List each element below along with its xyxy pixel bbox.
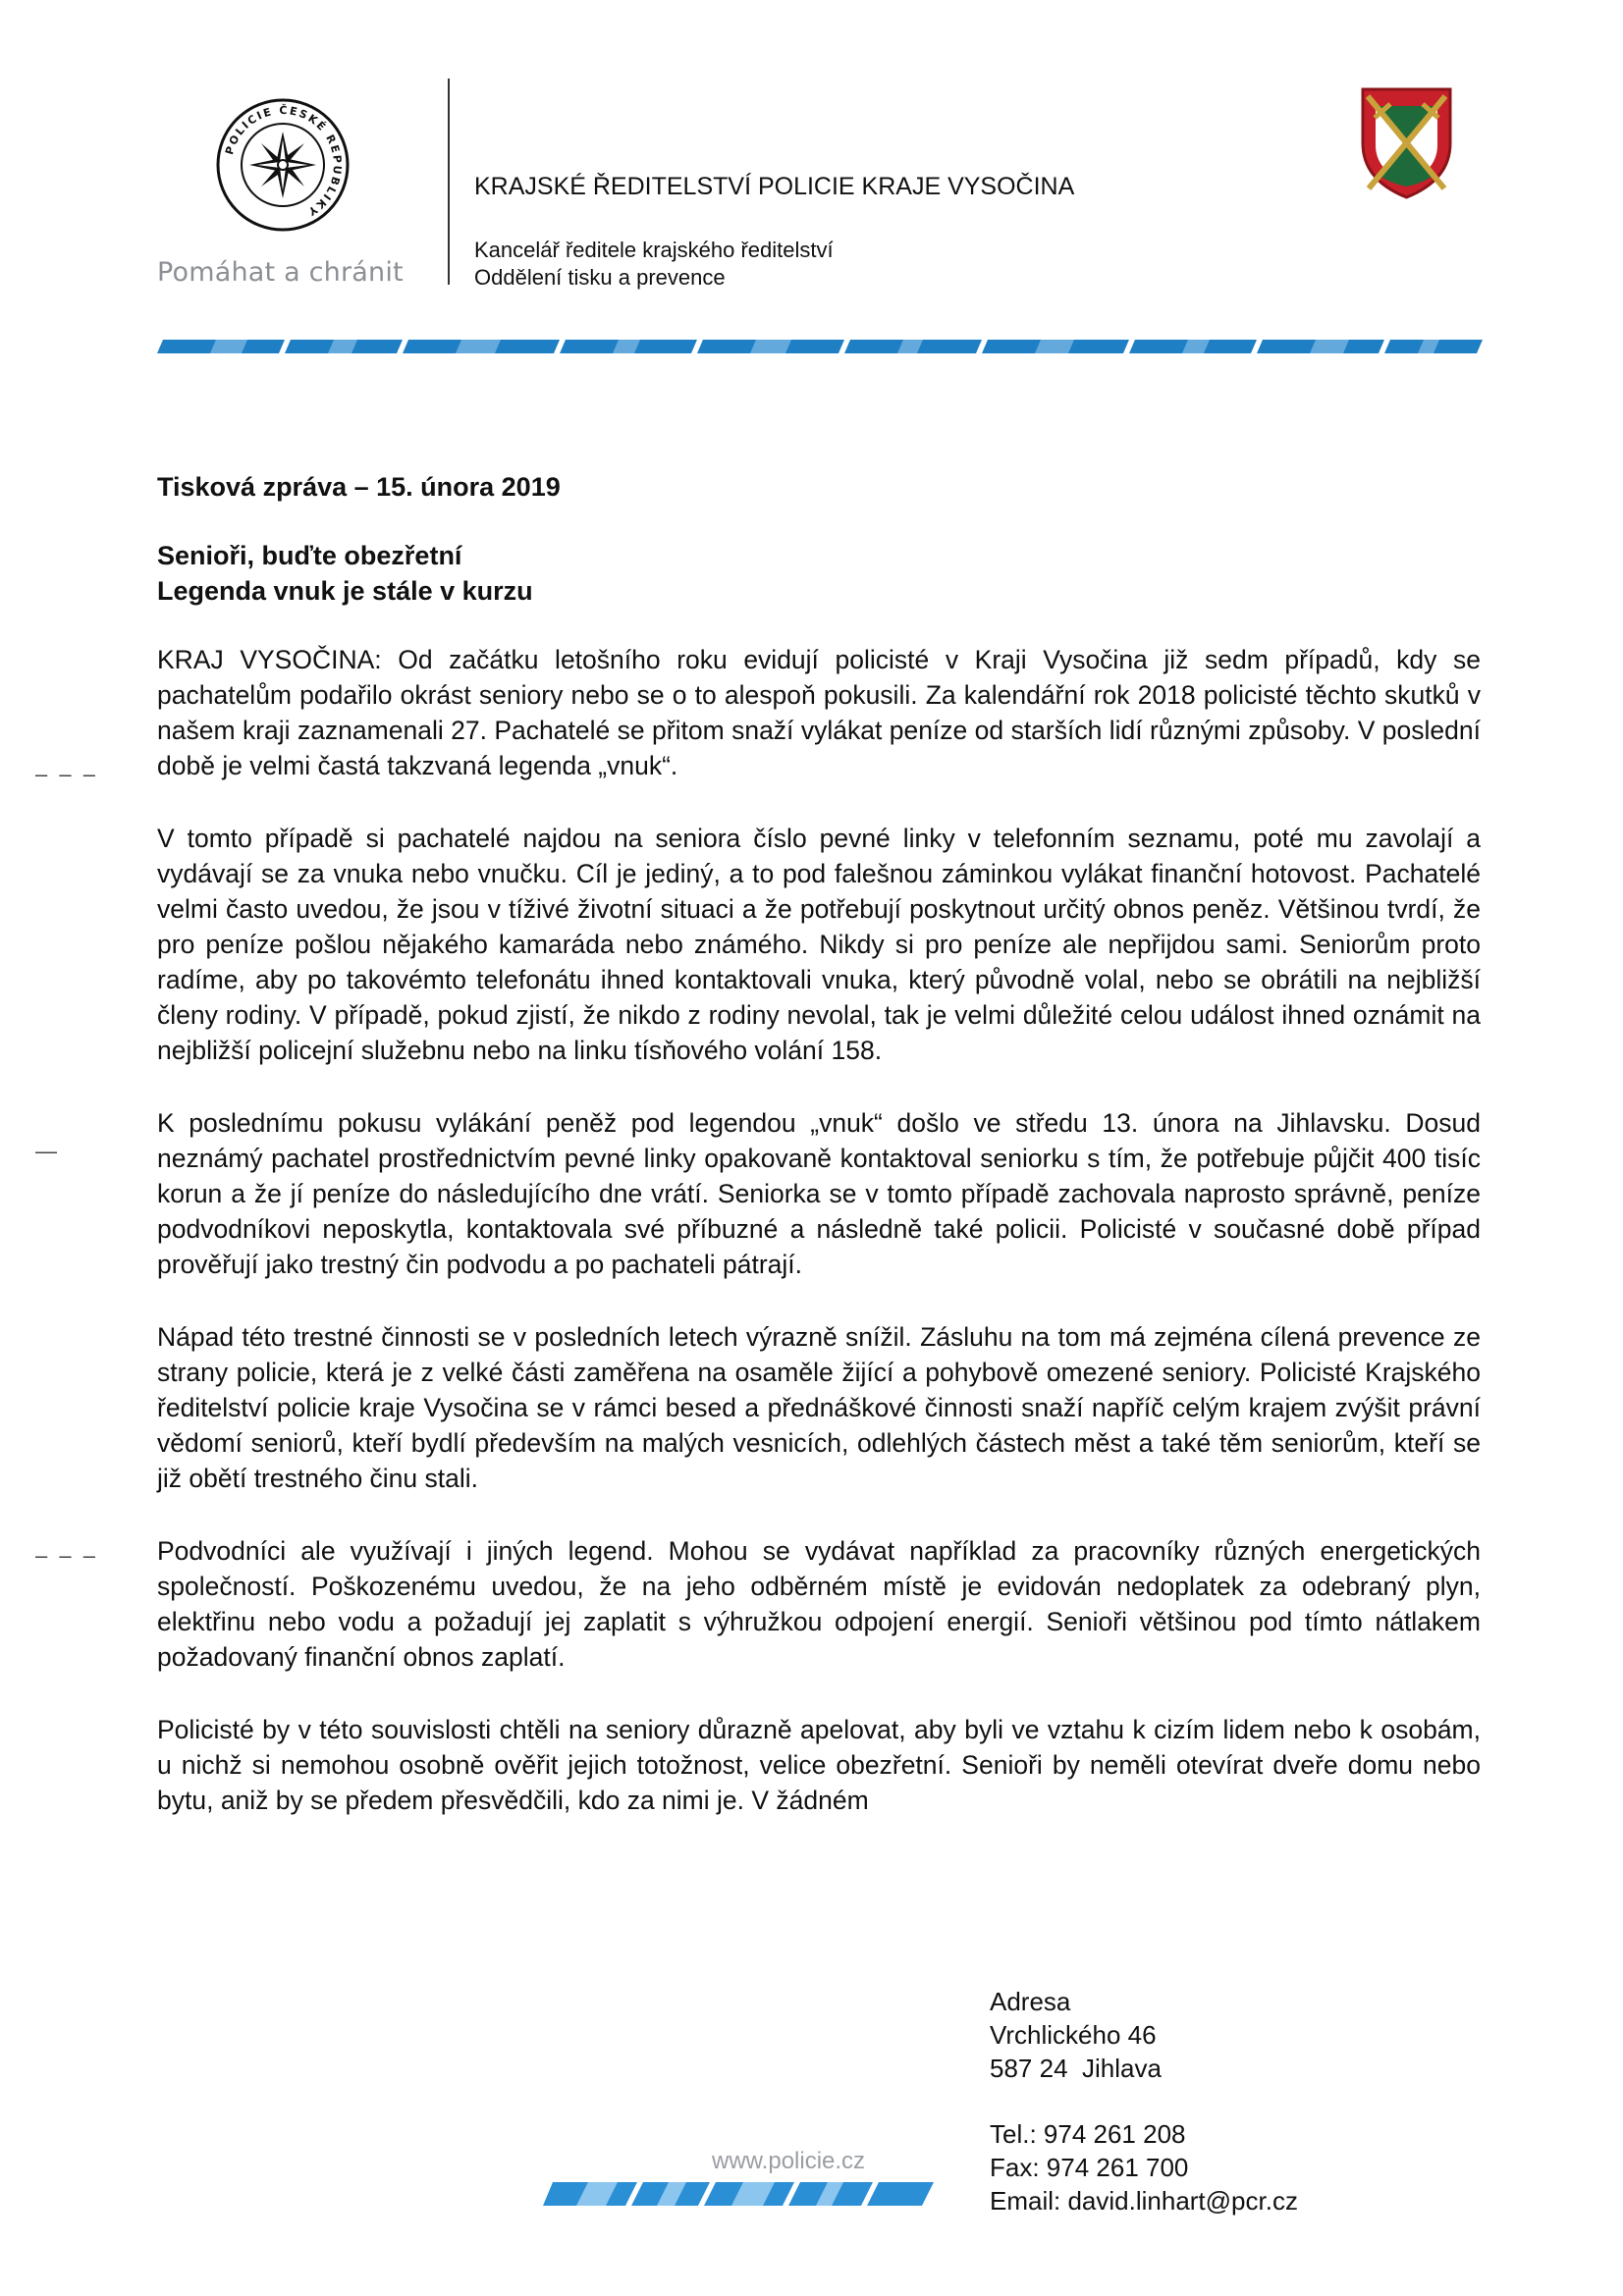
address-street: Vrchlického 46 (990, 2020, 1157, 2050)
paragraph-6: Policisté by v této souvislosti chtěli na seniory důrazně apelovat, aby byli ve vztahu k cizím lidem nebo k osobám, u nichž si nemohou osobně ověřit jejich totožnost, velice obezřetní. Senioři by neměli otevírat dveře domu nebo bytu, aniž by se předem přesvědčili, kdo za nimi je. V žádném (157, 1715, 1481, 1815)
headline-2: Legenda vnuk je stále v kurzu (157, 576, 533, 606)
address-label: Adresa (990, 1987, 1071, 2016)
police-star-icon (249, 132, 316, 198)
phone: Tel.: 974 261 208 (990, 2119, 1186, 2149)
footer-stripe (543, 2182, 934, 2206)
hq-title: KRAJSKÉ ŘEDITELSTVÍ POLICIE KRAJE VYSOČINA (474, 173, 1075, 200)
address-city: 587 24 Jihlava (990, 2054, 1162, 2083)
dateline: Tisková zpráva – 15. února 2019 (157, 472, 561, 502)
press-release-body (157, 469, 1481, 1818)
paragraph-3: K poslednímu pokusu vylákání peněž pod legendou „vnuk“ došlo ve středu 13. února na Jihlavsku. Dosud neznámý pachatel prostřednictvím pevné linky opakovaně kontaktoval seniorku s tím, že potřebuje půjčit 400 tisíc korun a že jí peníze do následujícího dne vrátí. Seniorka se v tomto případě zachovala naprosto správně, peníze podvodníkovi neposkytla, kontaktovala své příbuzné a následně také policii. Policisté v současné době případ prověřují jako trestný čin podvodu a po pachateli pátrají. (157, 1108, 1481, 1279)
fax: Fax: 974 261 700 (990, 2153, 1189, 2182)
header-stripe (157, 340, 1483, 353)
address-block (990, 1985, 1162, 2085)
office-line-2: Oddělení tisku a prevence (474, 265, 726, 290)
headline-1: Senioři, buďte obezřetní (157, 541, 462, 570)
fold-mark-top: – – – (35, 762, 98, 786)
fold-mark-bottom: – – – (35, 1543, 98, 1568)
logo-ring-text: POLICIE ČESKÉ REPUBLIKY (223, 103, 345, 220)
paragraph-2: V tomto případě si pachatelé najdou na seniora číslo pevné linky v telefonním seznamu, poté mu zavolají a vydávají se za vnuka nebo vnučku. Cíl je jediný, a to pod falešnou záminkou vylákat finanční hotovost. Pachatelé velmi často uvedou, že jsou v tíživé životní situaci a že potřebují poskytnout určitý obnos peněz. Většinou tvrdí, že pro peníze pošlou nějakého kamaráda nebo známého. Nikdy si pro peníze ale nepřijdou sami. Seniorům proto radíme, aby po takovémto telefonátu ihned kontaktovali vnuka, který původně volal, nebo se obrátili na nejbližší členy rodiny. V případě, pokud zjistí, že nikdo z rodiny nevolal, tak je velmi důležité celou událost ihned oznámit na nejbližší policejní služebnu nebo na linku tísňového volání 158. (157, 824, 1481, 1065)
region-crest-icon (1360, 86, 1453, 200)
office-line-1: Kancelář ředitele krajského ředitelství (474, 238, 834, 262)
header-divider (448, 79, 450, 285)
paragraph-5: Podvodníci ale využívají i jiných legend. Mohou se vydávat například za pracovníky různých energetických společností. Poškozenému uvedou, že na jeho odběrném místě je evidován nedoplatek za odebraný plyn, elektřinu nebo vodu a požadují jej zaplatit s výhružkou odpojení energií. Senioři většinou pod tímto nátlakem požadovaný finanční obnos zaplatí. (157, 1536, 1481, 1672)
police-logo (216, 98, 350, 232)
website-link[interactable]: www.policie.cz (712, 2148, 866, 2174)
paragraph-1: KRAJ VYSOČINA: Od začátku letošního roku evidují policisté v Kraji Vysočina již sedm případů, kdy se pachatelům podařilo okrást seniory nebo se o to alespoň pokusili. Za kalendářní rok 2018 policisté těchto skutků v našem kraji zaznamenali 27. Pachatelé se přitom snaží vylákat peníze od starších lidí různými způsoby. V poslední době je velmi častá takzvaná legenda „vnuk“. (157, 645, 1481, 780)
contact-block (990, 2117, 1298, 2217)
email-link[interactable]: Email: david.linhart@pcr.cz (990, 2186, 1298, 2216)
punch-mark: — (35, 1139, 60, 1163)
motto: Pomáhat a chránit (157, 257, 404, 288)
paragraph-4: Nápad této trestné činnosti se v posledních letech výrazně snížil. Zásluhu na tom má zejména cílená prevence ze strany policie, která je z velké části zaměřena na osaměle žijící a pohybově omezené seniory. Policisté Krajského ředitelství policie kraje Vysočina se v rámci besed a přednáškové činnosti snaží napříč celým krajem zvýšit právní vědomí seniorů, kteří bydlí především na malých vesnicích, odlehlých částech měst a také těm seniorům, kteří se již obětí trestného činu stali. (157, 1322, 1481, 1493)
